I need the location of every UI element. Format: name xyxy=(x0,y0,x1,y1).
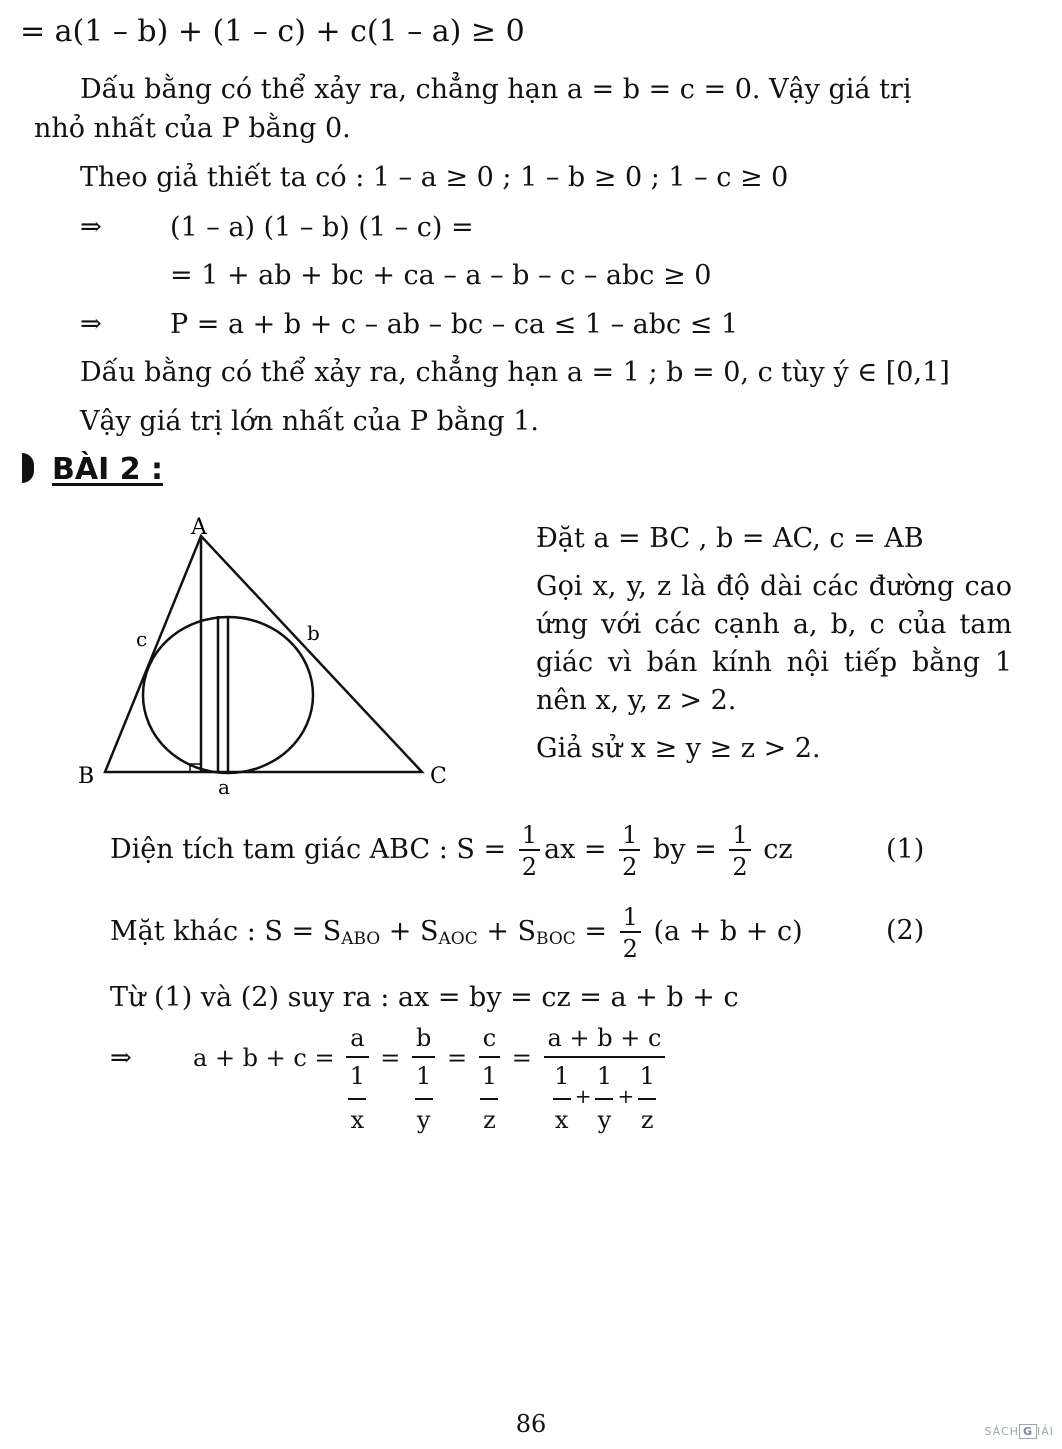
area-equation-2 xyxy=(110,900,803,971)
eq4-lhs: a + b + c = xyxy=(193,1044,335,1072)
eq2-plus-1: + S xyxy=(380,916,439,947)
text-line-5: = 1 + ab + bc + ca – a – b – c – abc ≥ 0 xyxy=(170,260,712,291)
eq1-term-3: cz xyxy=(763,834,793,865)
eq2-tag: (2) xyxy=(886,915,925,946)
half-fraction-2: $\frac{1}{2}$ xyxy=(619,823,640,879)
compound-fraction-b: b 1 y xyxy=(412,1026,435,1132)
text-line-4: (1 – a) (1 – b) (1 – c) = xyxy=(170,212,474,243)
implies-arrow-2: ⇒ xyxy=(80,309,102,339)
section-marker-icon xyxy=(22,453,34,483)
right-paragraph-1: Đặt a = BC , b = AC, c = AB xyxy=(536,523,924,554)
compound-fraction-a: a 1 x xyxy=(346,1026,368,1132)
eq1-term-1: ax = xyxy=(544,834,607,865)
ratio-equation xyxy=(193,1026,669,1132)
text-line-1: Dấu bằng có thể xảy ra, chẳng hạn a = b = c = 0. Vậy giá trị xyxy=(80,74,912,105)
triangle-abc xyxy=(105,536,422,772)
eq2-plus-2: + S xyxy=(477,916,537,947)
side-label-c: c xyxy=(136,627,148,651)
equation-line-0: = a(1 – b) + (1 – c) + c(1 – a) ≥ 0 xyxy=(20,14,525,49)
text-line-8: Vậy giá trị lớn nhất của P bằng 1. xyxy=(80,406,539,437)
eq2-sub-boc: BOC xyxy=(536,929,576,949)
vertex-label-b: B xyxy=(78,764,95,789)
implies-arrow-3: ⇒ xyxy=(110,1043,132,1073)
eq2-tail: (a + b + c) xyxy=(653,916,803,947)
compound-fraction-sum: a + b + c 1 x + 1 y + 1 z xyxy=(544,1026,666,1132)
side-label-a: a xyxy=(218,775,230,799)
vertex-label-c: C xyxy=(430,764,447,789)
eq1-tag: (1) xyxy=(886,834,925,865)
half-fraction-3: $\frac{1}{2}$ xyxy=(729,823,750,879)
half-fraction-4: $\frac{1}{2}$ xyxy=(620,905,641,961)
site-logo: SÁCH G IẢI xyxy=(984,1425,1054,1438)
right-paragraph-2: Gọi x, y, z là độ dài các đường cao ứng với các cạnh a, b, c của tam giác vì bán kính nội tiếp bằng 1 nên x, y, z > 2. xyxy=(536,571,1012,716)
page-number: 86 xyxy=(515,1410,547,1438)
eq2-sub-aoc: AOC xyxy=(438,929,478,949)
vertex-label-a: A xyxy=(191,515,207,540)
half-fraction-1: $\frac{1}{2}$ xyxy=(519,823,540,879)
eq1-prefix: Diện tích tam giác ABC : S = xyxy=(110,834,507,865)
text-line-7: Dấu bằng có thể xảy ra, chẳng hạn a = 1 ; b = 0, c tùy ý ∈ [0,1] xyxy=(80,357,950,388)
side-label-b: b xyxy=(307,621,320,645)
compound-fraction-c: c 1 z xyxy=(479,1026,500,1132)
eq4-equals-1: = xyxy=(380,1044,401,1072)
triangle-figure xyxy=(70,508,490,808)
eq2-equals: = xyxy=(575,916,608,947)
right-paragraph-3: Giả sử x ≥ y ≥ z > 2. xyxy=(536,733,821,764)
eq4-equals-2: = xyxy=(446,1044,468,1072)
eq4-equals-3: = xyxy=(511,1044,532,1072)
area-equation-1 xyxy=(110,818,793,882)
equation-line-3: Từ (1) và (2) suy ra : ax = by = cz = a + b + c xyxy=(110,982,739,1013)
eq1-term-2: by = xyxy=(653,834,717,865)
eq2-prefix: Mặt khác : S = S xyxy=(110,916,342,947)
section-heading xyxy=(22,452,163,487)
section-title: BÀI 2 : xyxy=(52,452,164,487)
text-line-2: nhỏ nhất của P bằng 0. xyxy=(34,113,351,144)
text-line-3: Theo giả thiết ta có : 1 – a ≥ 0 ; 1 – b ≥ 0 ; 1 – c ≥ 0 xyxy=(80,162,789,193)
eq2-sub-abo: ABO xyxy=(341,929,381,949)
implies-arrow-1: ⇒ xyxy=(80,212,102,242)
text-line-6: P = a + b + c – ab – bc – ca ≤ 1 – abc ≤ 1 xyxy=(170,309,739,340)
